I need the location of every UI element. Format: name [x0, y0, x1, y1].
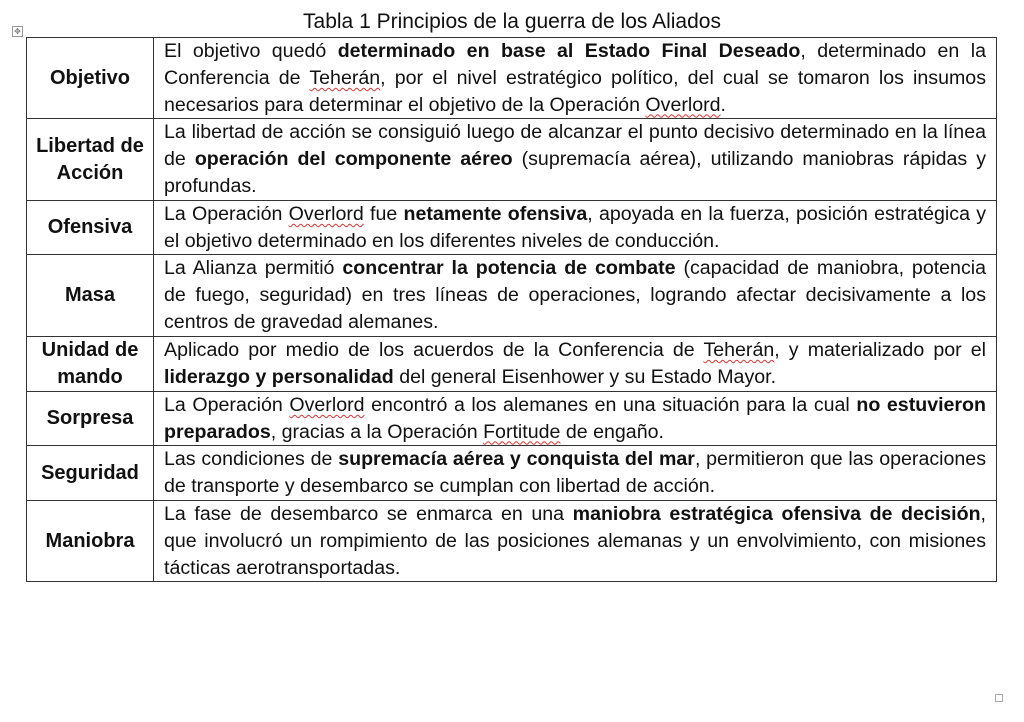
text-run: La Alianza permitió: [164, 257, 343, 280]
text-run: del general Eisenhower y su Estado Mayor.: [393, 365, 777, 388]
principle-description: [154, 119, 997, 200]
text-run: encontró a los alemanes en una situación para la cual: [364, 393, 857, 416]
text-run: , y materializado por el: [774, 338, 986, 361]
principle-label: Sorpresa: [27, 391, 154, 446]
principle-description: [154, 446, 997, 501]
table-row: [27, 391, 997, 446]
text-run: El objetivo quedó: [164, 40, 338, 62]
principle-description: [154, 38, 997, 119]
principle-label: Masa: [27, 255, 154, 336]
table-move-handle-icon[interactable]: ✥: [12, 26, 23, 37]
text-run: La libertad de acción se consiguió luego de alcanzar el punto decisivo determinado en la línea de: [164, 121, 986, 171]
spellcheck-flagged-text: Overlord: [645, 93, 721, 116]
text-run: , gracias a la Operación: [270, 420, 484, 443]
spellcheck-flagged-text: Overlord: [288, 202, 364, 225]
table-row: [27, 200, 997, 255]
text-run: de engaño.: [560, 420, 664, 443]
principle-description: [154, 255, 997, 336]
table-row: [27, 38, 997, 119]
principle-label: Objetivo: [27, 38, 154, 119]
principle-description: [154, 336, 997, 391]
bold-text: operación del componente aéreo: [194, 148, 513, 171]
text-run: .: [720, 93, 726, 116]
text-run: La Operación: [164, 393, 290, 416]
text-run: , por el nivel estratégico político, del cual se tomaron los insumos necesarios para determinar el objetivo de la Operación: [164, 66, 986, 116]
bold-text: liderazgo y personalidad: [164, 365, 394, 388]
bold-text: maniobra estratégica ofensiva de decisión: [572, 502, 981, 525]
text-run: , determinado en la Conferencia de: [164, 40, 986, 89]
principle-description: [154, 391, 997, 446]
spellcheck-flagged-text: Overlord: [289, 393, 365, 416]
text-run: Aplicado por medio de los acuerdos de la Conferencia de: [164, 338, 704, 361]
principle-description: [154, 200, 997, 255]
table-row: [27, 446, 997, 501]
table-row: [27, 119, 997, 200]
text-run: (capacidad de maniobra, potencia de fuego, seguridad) en tres líneas de operaciones, logrando afectar decisivamente a los centros de gravedad alemanes.: [164, 257, 986, 333]
principle-label: Seguridad: [27, 446, 154, 501]
principle-label: Libertad de Acción: [27, 119, 154, 200]
spellcheck-flagged-text: Teherán: [703, 338, 775, 361]
text-run: fue: [363, 202, 404, 225]
table-row: [27, 255, 997, 336]
bold-text: no estuvieron preparados: [164, 393, 986, 443]
principle-label: Maniobra: [27, 500, 154, 581]
table-resize-handle-icon[interactable]: [995, 694, 1003, 702]
principle-description: [154, 500, 997, 581]
table-row: [27, 500, 997, 581]
text-run: Las condiciones de: [164, 448, 339, 471]
text-run: , apoyada en la fuerza, posición estratégica y el objetivo determinado en los diferentes niveles de conducción.: [164, 202, 986, 252]
text-run: , que involucró un rompimiento de las posiciones alemanas y un envolvimiento, con misiones tácticas aerotransportadas.: [164, 502, 986, 579]
table-caption: Tabla 1 Principios de la guerra de los Aliados: [303, 10, 721, 33]
text-run: La fase de desembarco se enmarca en una: [164, 502, 573, 525]
text-run: , permitieron que las operaciones de transporte y desembarco se cumplan con libertad de acción.: [164, 448, 986, 498]
bold-text: determinado en base al Estado Final Deseado: [337, 40, 801, 62]
spellcheck-flagged-text: Fortitude: [483, 420, 561, 443]
principle-label: Unidad de mando: [27, 336, 154, 391]
bold-text: supremacía aérea y conquista del mar: [338, 448, 695, 471]
bold-text: concentrar la potencia de combate: [342, 257, 676, 280]
principle-label: Ofensiva: [27, 200, 154, 255]
spellcheck-flagged-text: Teherán: [309, 66, 381, 89]
table-row: [27, 336, 997, 391]
principles-table: [26, 37, 997, 582]
text-run: (supremacía aérea), utilizando maniobras rápidas y profundas.: [164, 148, 986, 197]
bold-text: netamente ofensiva: [403, 202, 588, 225]
text-run: La Operación: [164, 202, 289, 225]
